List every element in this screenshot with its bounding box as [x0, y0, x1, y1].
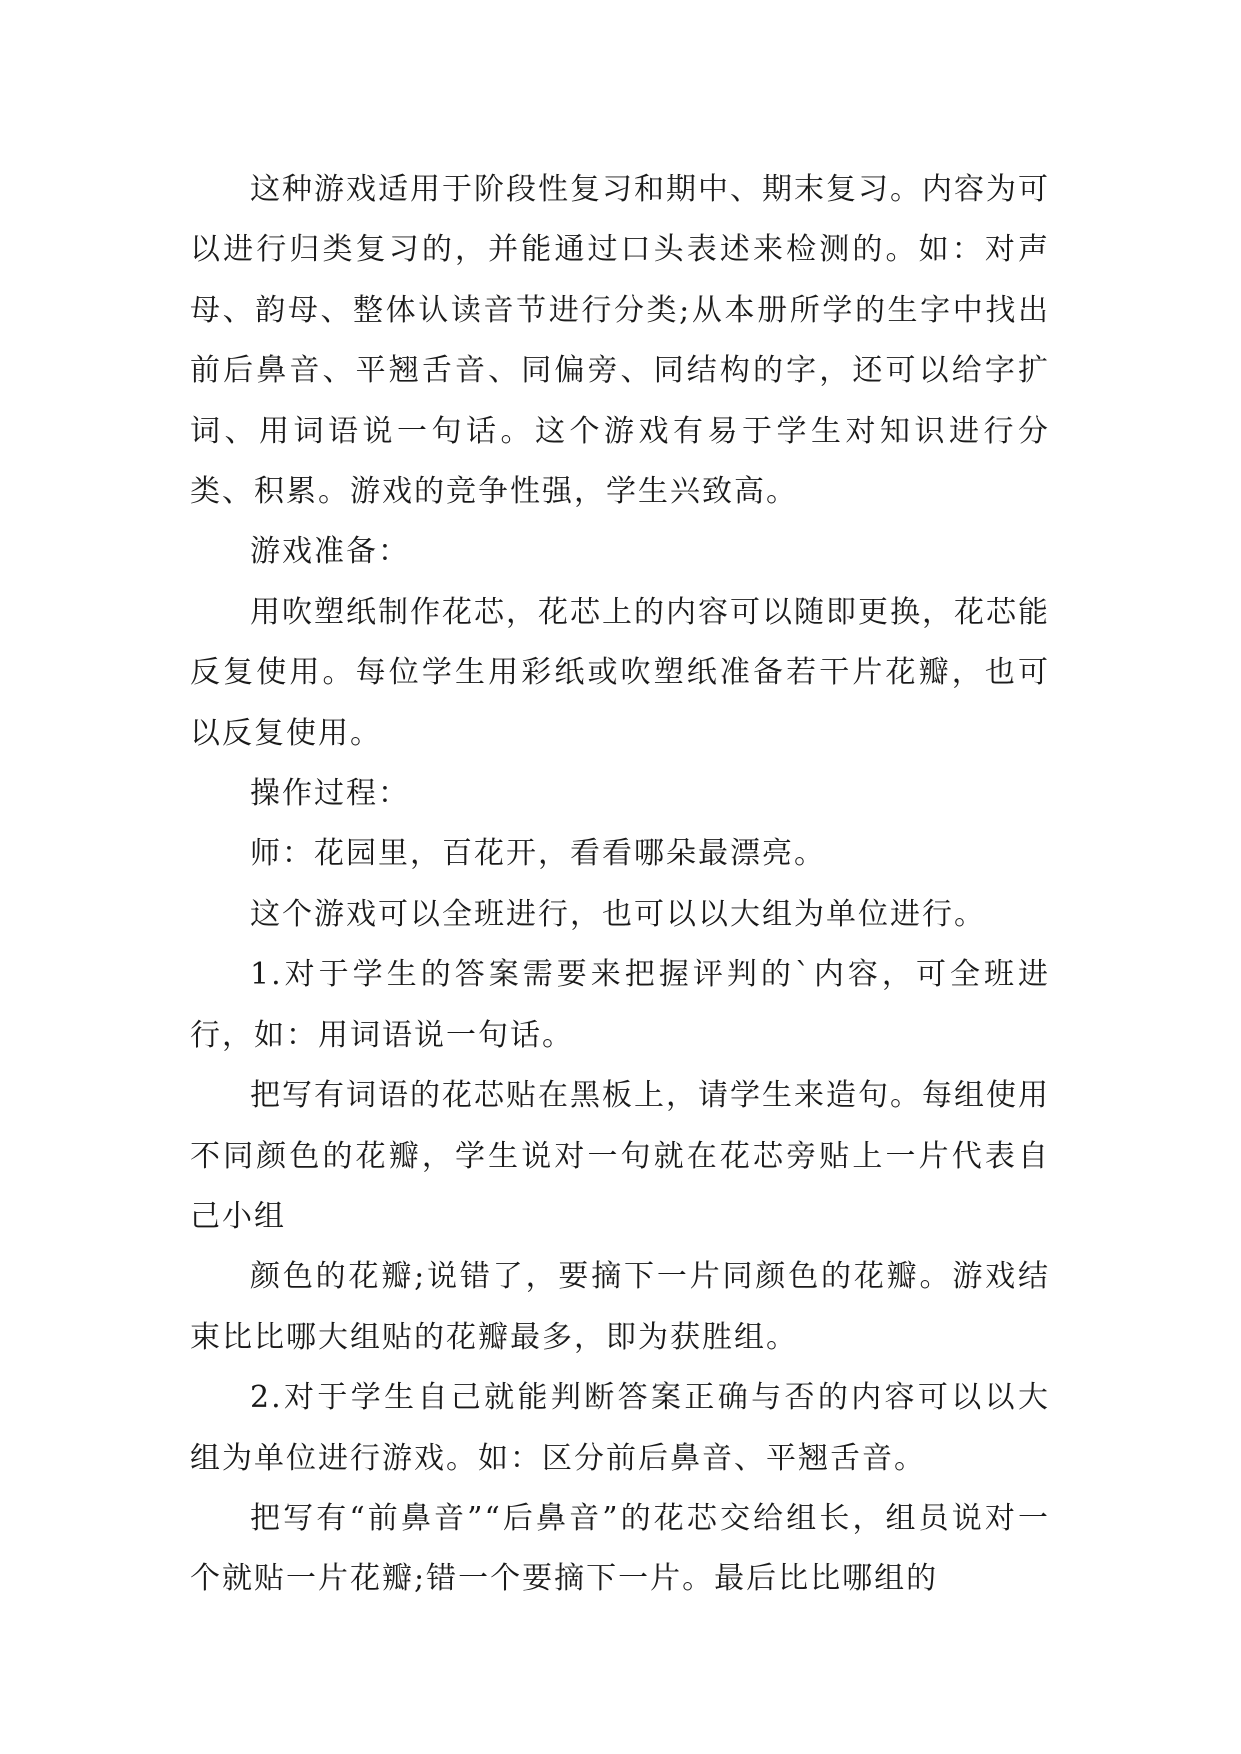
heading-game-preparation: 游戏准备：	[250, 534, 410, 570]
heading-operation-process: 操作过程：	[250, 776, 410, 812]
paragraph-step-2: 2.对于学生自己就能判断答案正确与否的内容可以以大组为单位进行游戏。如：区分前后鼻音、平翘舌音。	[190, 1380, 1050, 1476]
paragraph-intro: 这种游戏适用于阶段性复习和期中、期末复习。内容为可以进行归类复习的，并能通过口头表述来检测的。如：对声母、韵母、整体认读音节进行分类;从本册所学的生字中找出前后鼻音、平翘舌音、同偏旁、同结构的字，还可以给字扩词、用词语说一句话。这个游戏有易于学生对知识进行分类、积累。游戏的竞争性强，学生兴致高。	[190, 172, 1050, 510]
paragraph-step-1-detail: 把写有词语的花芯贴在黑板上，请学生来造句。每组使用不同颜色的花瓣，学生说对一句就在花芯旁贴上一片代表自己小组	[190, 1078, 1050, 1234]
paragraph-teacher-line: 师：花园里，百花开，看看哪朵最漂亮。	[250, 836, 826, 872]
paragraph-step-1-result: 颜色的花瓣;说错了，要摘下一片同颜色的花瓣。游戏结束比比哪大组贴的花瓣最多，即为获胜组。	[190, 1259, 1050, 1355]
paragraph-preparation: 用吹塑纸制作花芯，花芯上的内容可以随即更换，花芯能反复使用。每位学生用彩纸或吹塑纸准备若干片花瓣，也可以反复使用。	[190, 594, 1050, 751]
paragraph-grouping: 这个游戏可以全班进行，也可以以大组为单位进行。	[250, 896, 986, 932]
paragraph-step-2-detail: 把写有“前鼻音”“后鼻音”的花芯交给组长，组员说对一个就贴一片花瓣;错一个要摘下一片。最后比比哪组的	[190, 1500, 1050, 1597]
document-page	[190, 160, 1050, 1610]
paragraph-step-1: 1.对于学生的答案需要来把握评判的`内容，可全班进行，如：用词语说一句话。	[190, 957, 1050, 1053]
